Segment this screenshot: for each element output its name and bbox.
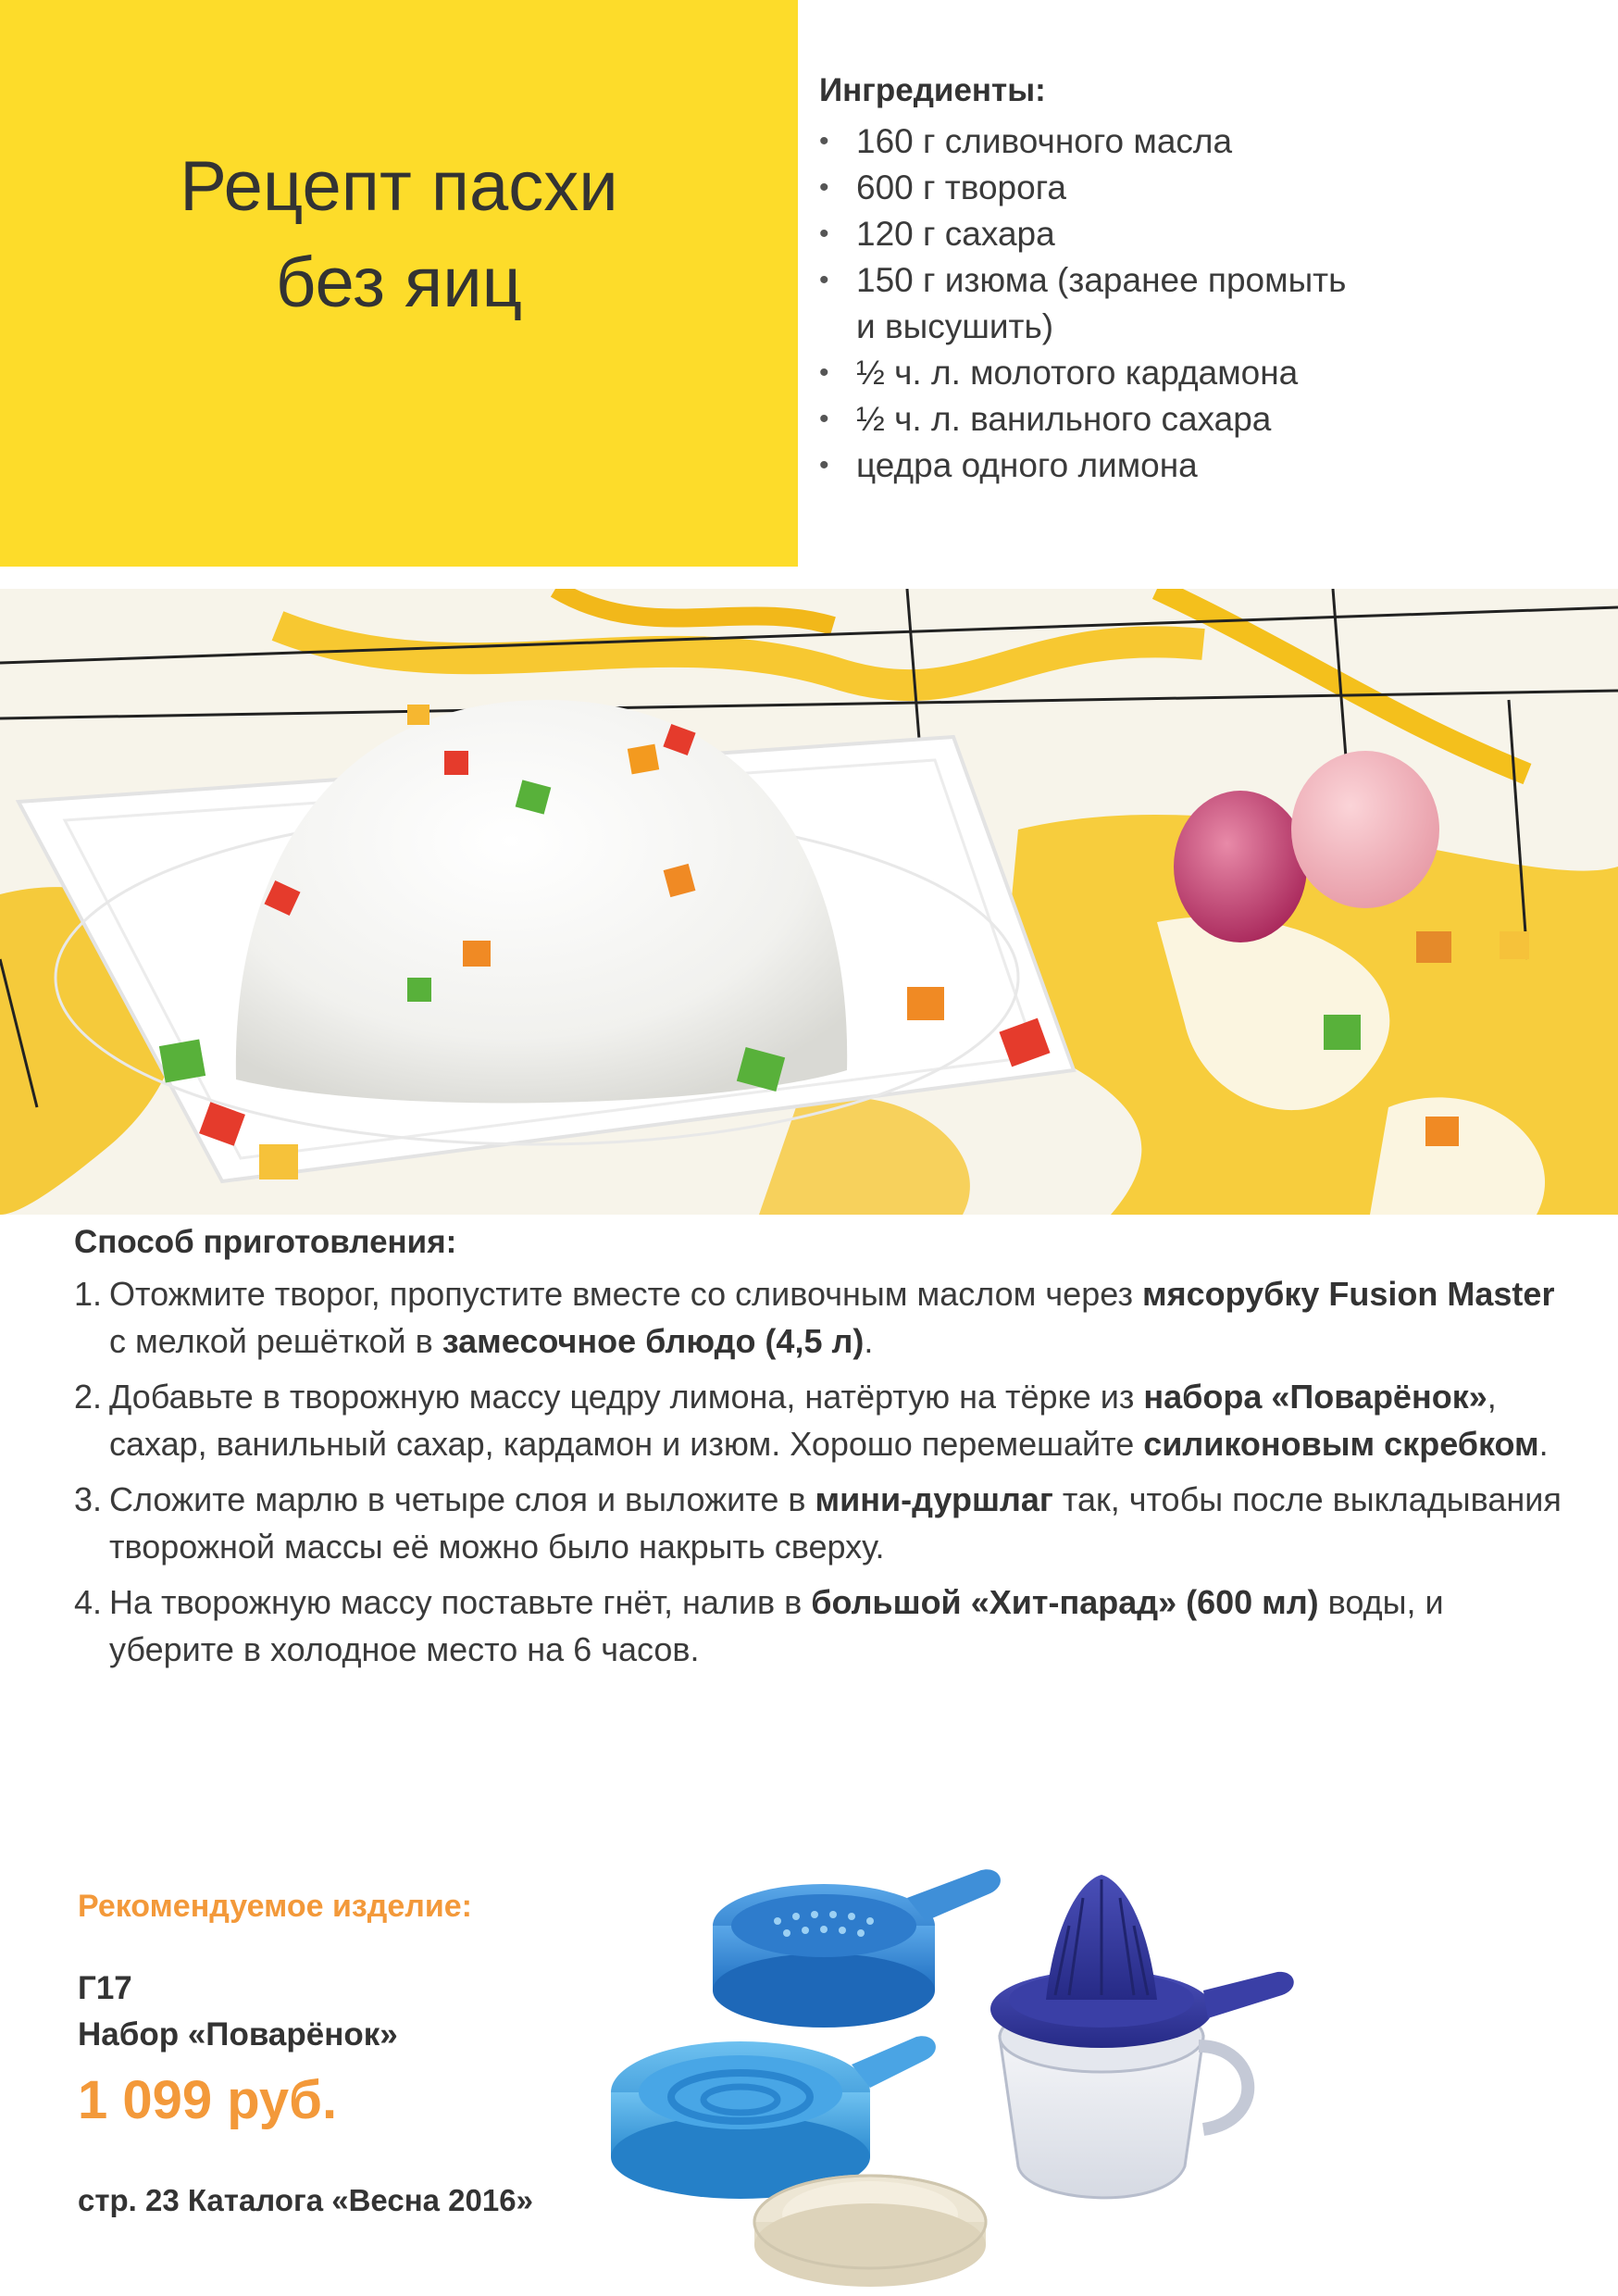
product-link-text: мясорубку Fusion Master [1141, 1275, 1555, 1313]
step-number: 4. [74, 1583, 103, 1621]
product-code: Г17 [78, 1970, 132, 2006]
step-text: Сложите марлю в четыре слоя и выложите в [109, 1480, 815, 1518]
title-line-2: без яиц [275, 243, 523, 322]
product-link-text: набора «Поварёнок» [1143, 1378, 1487, 1416]
ingredients-list [819, 119, 1578, 489]
product-name: Набор «Поварёнок» [78, 2016, 398, 2053]
method-step [74, 1578, 1574, 1673]
step-text: так, чтобы после выкладывания творожной массы её можно было накрыть сверху. [109, 1480, 1562, 1566]
method-step [74, 1373, 1574, 1467]
recommended-heading: Рекомендуемое изделие: [78, 1889, 472, 1924]
ingredient-item: • 160 г сливочного масла [819, 119, 1578, 165]
method-section [74, 1224, 1574, 1681]
step-number: 3. [74, 1480, 103, 1518]
recommended-product [78, 1889, 633, 1925]
title-panel [0, 0, 798, 567]
step-number: 2. [74, 1378, 103, 1416]
ingredient-text-continued: и высушить) [856, 307, 1054, 345]
step-text: . [1538, 1425, 1549, 1463]
product-link-text: большой «Хит-парад» (600 мл) [811, 1583, 1319, 1621]
step-text: , сахар, ванильный сахар, кардамон и изюм. Хорошо перемешайте [109, 1378, 1497, 1463]
product-link-text: замесочное блюдо (4,5 л) [442, 1322, 865, 1360]
ingredient-item: • ½ ч. л. ванильного сахара [819, 396, 1578, 443]
method-step [74, 1476, 1574, 1570]
ingredients-heading: Ингредиенты: [819, 72, 1046, 108]
step-text: На творожную массу поставьте гнёт, налив в [109, 1583, 812, 1621]
step-text: Добавьте в творожную массу цедру лимона, натёртую на тёрке из [109, 1378, 1144, 1416]
step-text: воды, и уберите в холодное место на 6 часов. [109, 1583, 1444, 1668]
ingredient-item: • 120 г сахара [819, 211, 1578, 257]
method-steps [74, 1270, 1574, 1673]
product-image [592, 1824, 1601, 2287]
ingredient-item [819, 257, 1578, 350]
product-link-text: силиконовым скребком [1143, 1425, 1539, 1463]
step-text: Отожмите творог, пропустите вместе со сливочным маслом через [109, 1275, 1142, 1313]
catalog-reference: стр. 23 Каталога «Весна 2016» [78, 2183, 533, 2217]
title-line-1: Рецепт пасхи [180, 147, 618, 226]
ingredients-section [819, 72, 1578, 489]
product-link-text: мини-дуршлаг [815, 1480, 1053, 1518]
step-number: 1. [74, 1275, 103, 1313]
page-title [93, 139, 705, 331]
step-text: с мелкой решёткой в [109, 1322, 442, 1360]
ingredient-text: 150 г изюма (заранее промыть [856, 261, 1347, 299]
product-price: 1 099 руб. [78, 2070, 338, 2130]
method-step [74, 1270, 1574, 1365]
dessert-photo [0, 589, 1618, 1215]
step-text: . [864, 1322, 874, 1360]
method-heading: Способ приготовления: [74, 1224, 457, 1260]
ingredient-item: • цедра одного лимона [819, 443, 1578, 489]
ingredient-item: • 600 г творога [819, 165, 1578, 211]
ingredient-item: • ½ ч. л. молотого кардамона [819, 350, 1578, 396]
